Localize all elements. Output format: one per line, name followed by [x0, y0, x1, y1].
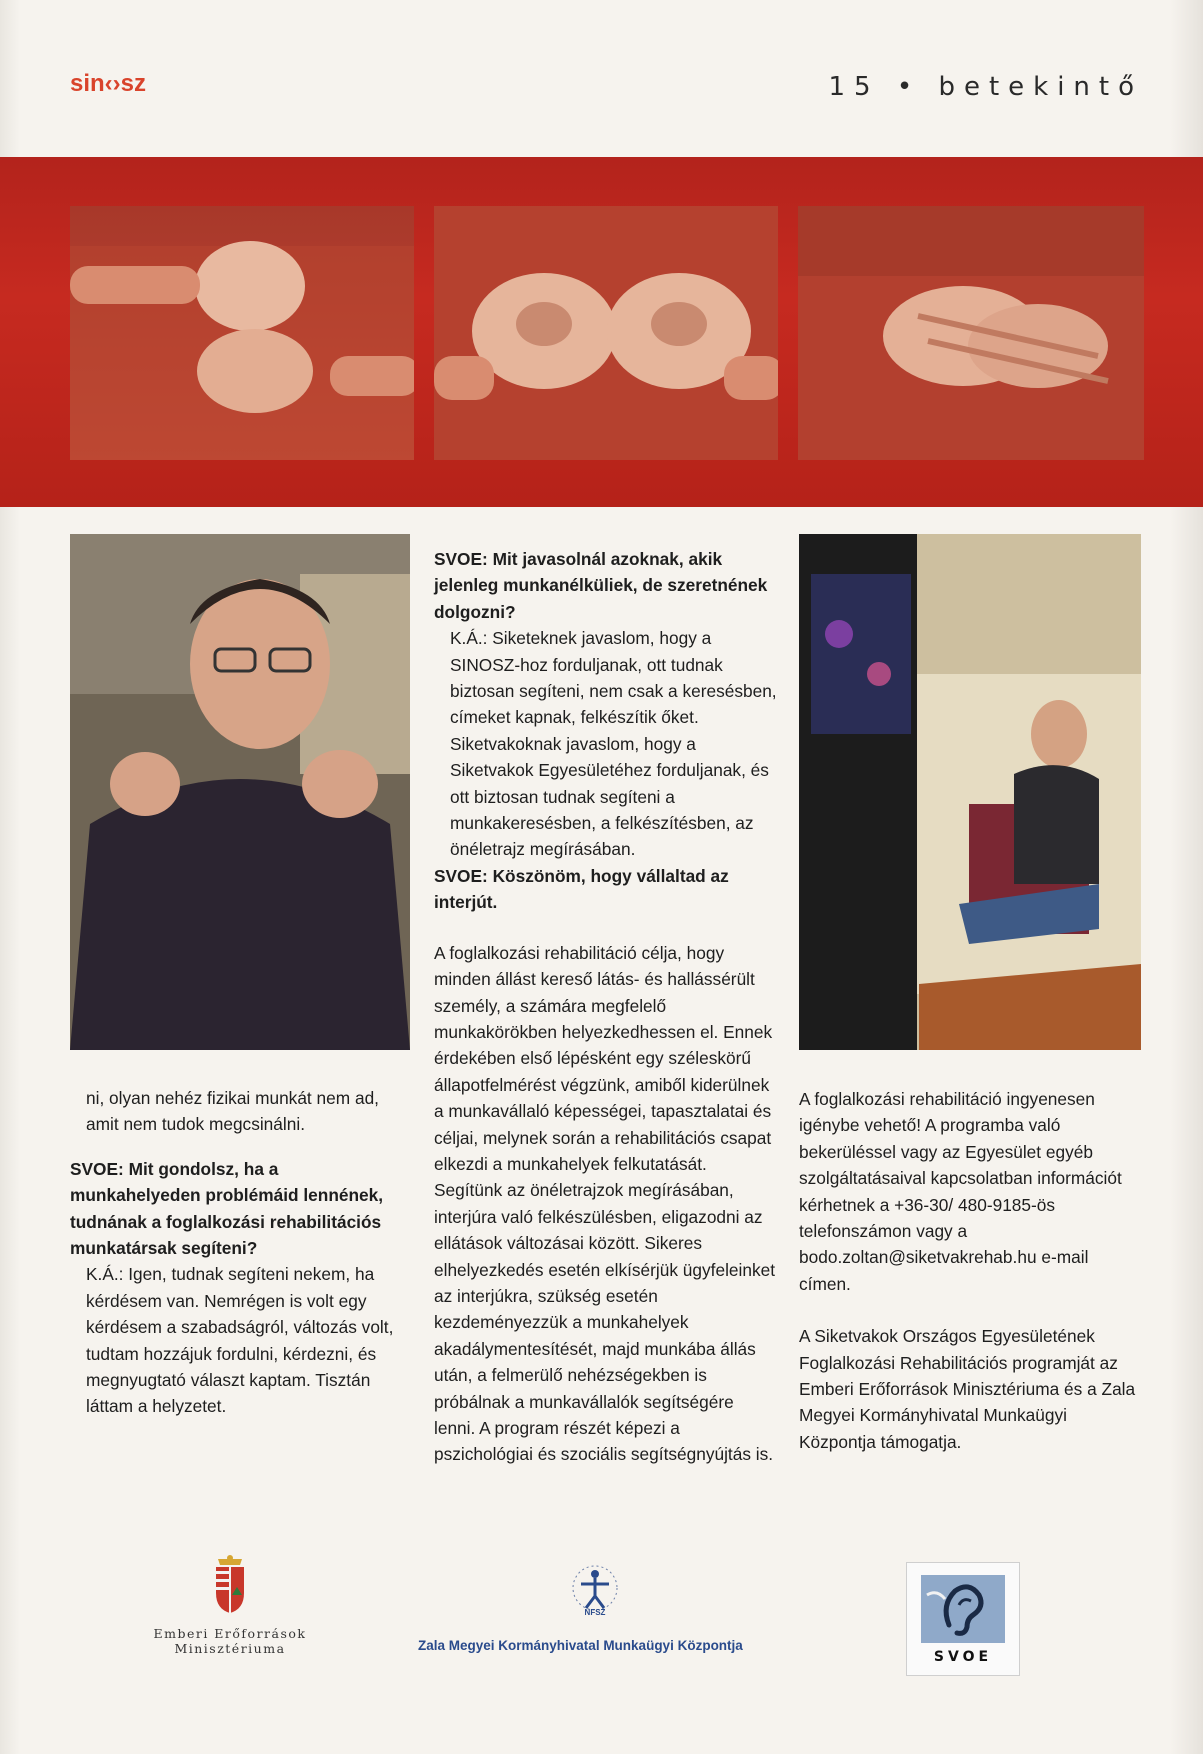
ministry-line-1: Emberi Erőforrások — [153, 1626, 307, 1641]
right-paragraph-2: A Siketvakok Országos Egyesületének Foglalkozási Rehabilitációs programját az Emberi Erőforrások Minisztériuma és a Zala Megyei Kormányhivatal Munkaügyi Központja támogatja. — [799, 1326, 1136, 1452]
middle-column — [434, 546, 778, 1468]
middle-body-text: A foglalkozási rehabilitáció célja, hogy minden állást kereső látás- és hallássérült személy, a számára megfelelő munkakörökben helyezkedhessen el. Ennek érdekében első lépésként egy széleskörű állapotfelmérést végzünk, amiből kiderülnek a munkavállaló képességei, tapasztalatai és céljai, melynek során a rehabilitációs csapat elkezdi a munkahelyek felkutatását. Segítünk az önéletrajzok megírásában, interjúra való felkészülésben, eligazodni az ellátások változásai között. Sikeres elhelyezkedés esetén elkísérjük ügyfeleinket az interjúkra, szükség esetén kezdeményezzük a munkahelyek akadálymentesítését, majd munkába állás után, a felmerülő nehézségekben is próbálnak a munkavállalók segítségére lenni. A program részét képezi a pszichológiai és szociális segítségnyújtás is. — [434, 942, 776, 1465]
svoe-label: SVOE — [933, 1649, 993, 1665]
nfsz-logo-icon — [566, 1562, 624, 1620]
left-question-1: SVOE: Mit gondolsz, ha a munkahelyeden problémáid lennének, tudnának a foglalkozási rehabilitációs munkatársak segíteni? — [70, 1158, 384, 1259]
ministry-label — [140, 1626, 320, 1656]
right-paragraph-1: A foglalkozási rehabilitáció ingyenesen igénybe vehető! A programba való bekerüléssel vagy az Egyesület egyéb szolgáltatásaival kapcsolatban információt kérhetnek a +36-30/ 480-9185-ös telefonszámon vagy a bodo.zoltan@siketvakrehab.hu e-mail címen. — [799, 1089, 1122, 1294]
middle-closing: SVOE: Köszönöm, hogy vállaltad az interjút. — [434, 865, 729, 913]
nfsz-label: NFSZ — [584, 1608, 606, 1617]
sign-photo-2 — [434, 206, 778, 460]
middle-answer-1: K.Á.: Siketeknek javaslom, hogy a SINOSZ-hoz forduljanak, ott tudnak biztosan segíteni, nem csak a keresésben, címeket kapnak, felkészítik őket. Siketvakoknak javaslom, hogy a Siketvakok Egyesületéhez forduljanak, és ott biztosan tudnak segíteni a munkakeresésben, a felkészítésben, az önéletrajz megírásában. — [450, 628, 777, 860]
page-header: 15 • betekintő — [828, 72, 1143, 102]
middle-question-1: SVOE: Mit javasolnál azoknak, akik jelenleg munkanélküliek, de szeretnének dolgozni? — [434, 549, 768, 622]
left-answer-1: K.Á.: Igen, tudnak segíteni nekem, ha kérdésem van. Nemrégen is volt egy kérdésem a szabadságról, változás volt, tudtam hozzájuk fordulni, kérdezni, és megnyugtató választ kaptam. Tisztán láttam a helyzetet. — [86, 1264, 394, 1417]
ear-icon — [921, 1575, 1005, 1643]
zala-office-label: Zala Megyei Kormányhivatal Munkaügyi Központja — [418, 1638, 743, 1653]
svoe-logo — [906, 1562, 1020, 1676]
left-column — [70, 1085, 410, 1420]
sign-photo-3 — [798, 206, 1144, 460]
right-column — [799, 1086, 1141, 1455]
ministry-line-2: Minisztériuma — [174, 1641, 286, 1656]
sinosz-logo: sin‹›sz — [70, 70, 147, 97]
coat-of-arms-icon — [212, 1555, 248, 1615]
seated-man-photo — [799, 534, 1141, 1050]
left-paragraph-1: ni, olyan nehéz fizikai munkát nem ad, amit nem tudok megcsinálni. — [86, 1088, 379, 1135]
sign-photo-1 — [70, 206, 414, 460]
interviewee-photo — [70, 534, 410, 1050]
